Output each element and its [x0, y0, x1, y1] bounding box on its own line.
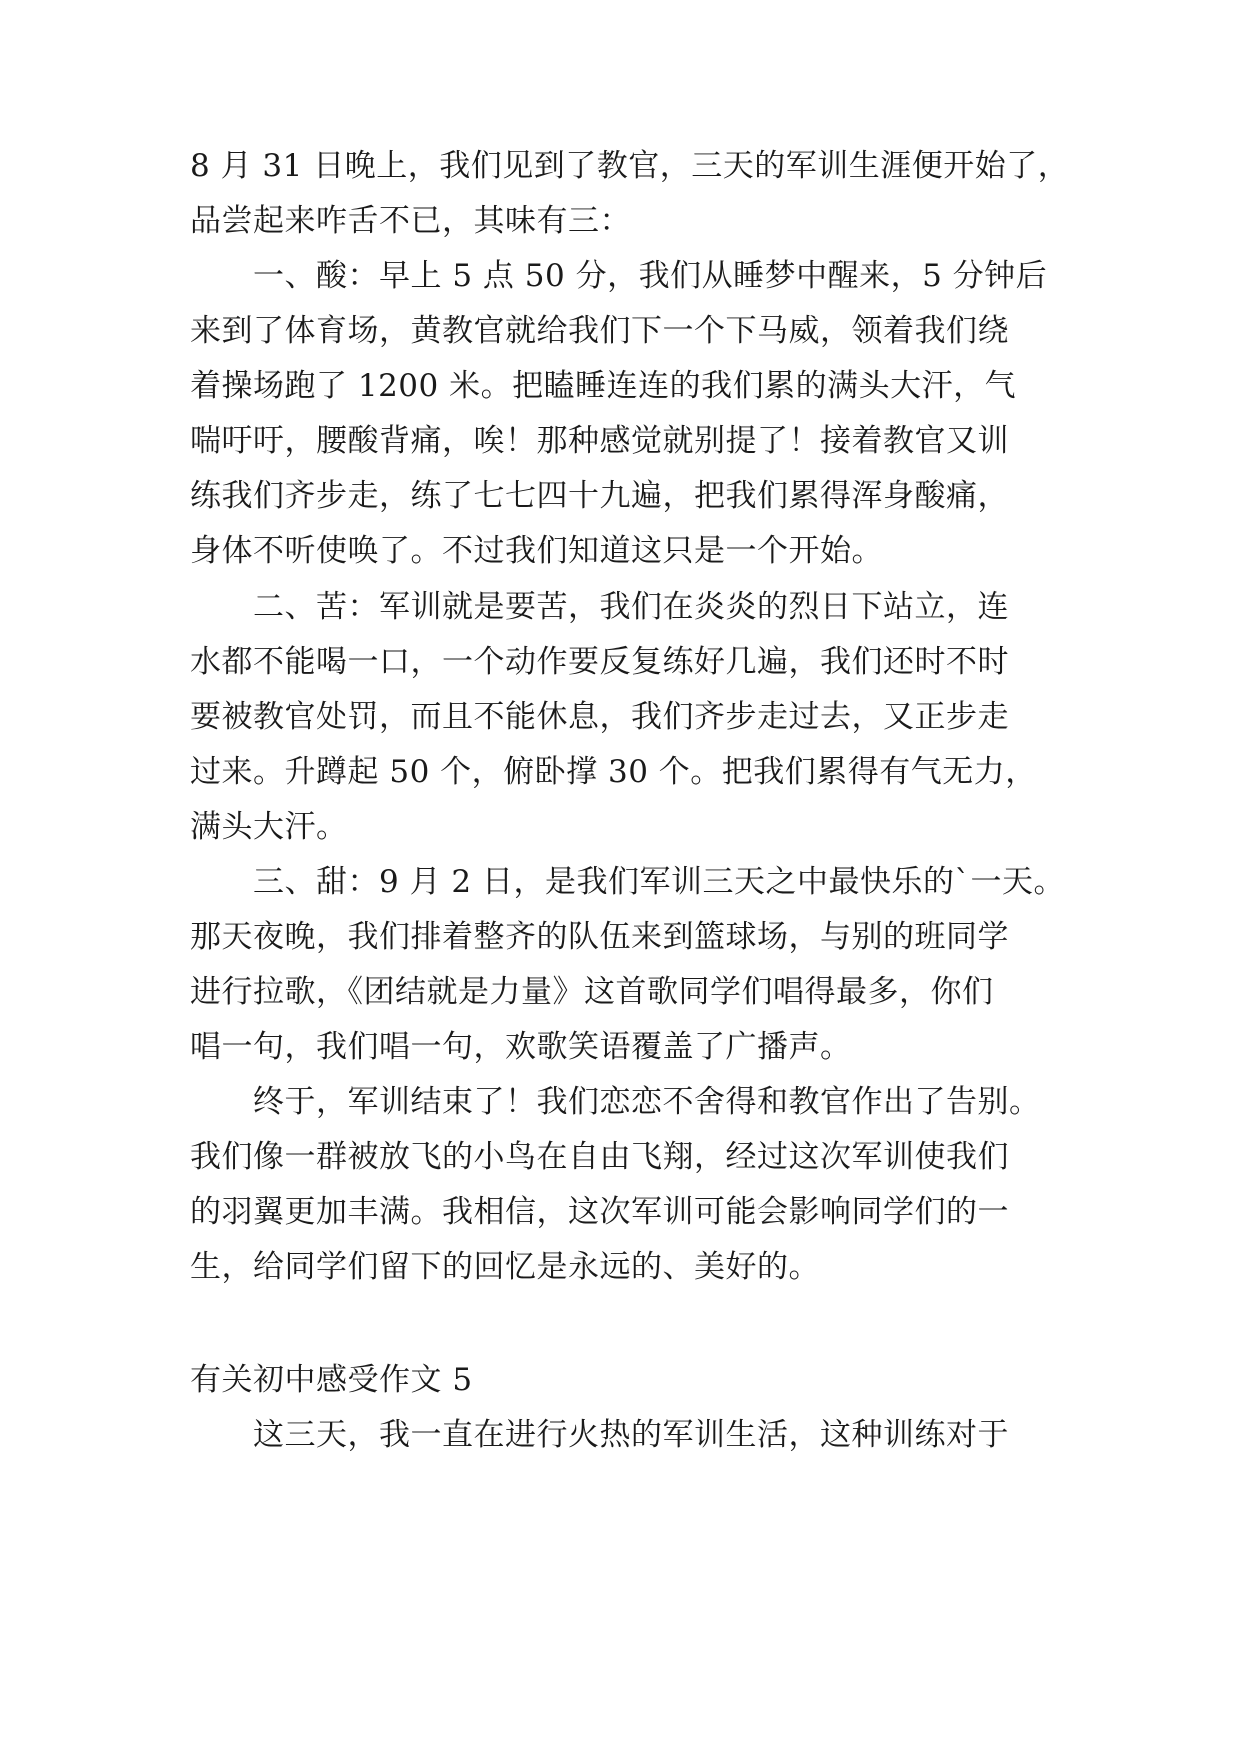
- end-line-1: 终于，军训结束了！我们恋恋不舍得和教官作出了告别。: [253, 1084, 1041, 1120]
- sour-line-3: 着操场跑了 1200 米。把瞌睡连连的我们累的满头大汗，气: [190, 368, 1017, 404]
- sour-line-6: 身体不听使唤了。不过我们知道这只是一个开始。: [190, 533, 883, 569]
- sweet-line-3: 进行拉歌，《团结就是力量》这首歌同学们唱得最多，你们: [190, 974, 994, 1010]
- sweet-line-1: 三、甜：9 月 2 日，是我们军训三天之中最快乐的`一天。: [253, 864, 1066, 900]
- sour-line-2: 来到了体育场，黄教官就给我们下一个下马威，领着我们绕: [190, 313, 1009, 349]
- end-line-2: 我们像一群被放飞的小鸟在自由飞翔，经过这次军训使我们: [190, 1139, 1009, 1175]
- bitter-line-4: 过来。升蹲起 50 个，俯卧撑 30 个。把我们累得有气无力，: [190, 754, 1037, 790]
- section-heading: 有关初中感受作文 5: [190, 1362, 473, 1398]
- bitter-line-3: 要被教官处罚，而且不能休息，我们齐步走过去，又正步走: [190, 699, 1009, 735]
- sour-line-4: 喘吁吁，腰酸背痛，唉！那种感觉就别提了！接着教官又训: [190, 423, 1009, 459]
- sour-line-1: 一、酸：早上 5 点 50 分，我们从睡梦中醒来，5 分钟后: [253, 258, 1048, 294]
- bitter-line-2: 水都不能喝一口，一个动作要反复练好几遍，我们还时不时: [190, 644, 1009, 680]
- bitter-line-1: 二、苦：军训就是要苦，我们在炎炎的烈日下站立，连: [253, 589, 1009, 625]
- next-line-1: 这三天，我一直在进行火热的军训生活，这种训练对于: [253, 1417, 1009, 1453]
- end-line-3: 的羽翼更加丰满。我相信，这次军训可能会影响同学们的一: [190, 1194, 1009, 1230]
- end-line-4: 生，给同学们留下的回忆是永远的、美好的。: [190, 1249, 820, 1285]
- sweet-line-4: 唱一句，我们唱一句，欢歌笑语覆盖了广播声。: [190, 1029, 852, 1065]
- intro-line-2: 品尝起来咋舌不已，其味有三：: [190, 203, 631, 239]
- sweet-line-2: 那天夜晚，我们排着整齐的队伍来到篮球场，与别的班同学: [190, 919, 1009, 955]
- bitter-line-5: 满头大汗。: [190, 809, 348, 845]
- sour-line-5: 练我们齐步走，练了七七四十九遍，把我们累得浑身酸痛，: [190, 478, 1009, 514]
- intro-line-1: 8 月 31 日晚上，我们见到了教官，三天的军训生涯便开始了，: [190, 148, 1070, 184]
